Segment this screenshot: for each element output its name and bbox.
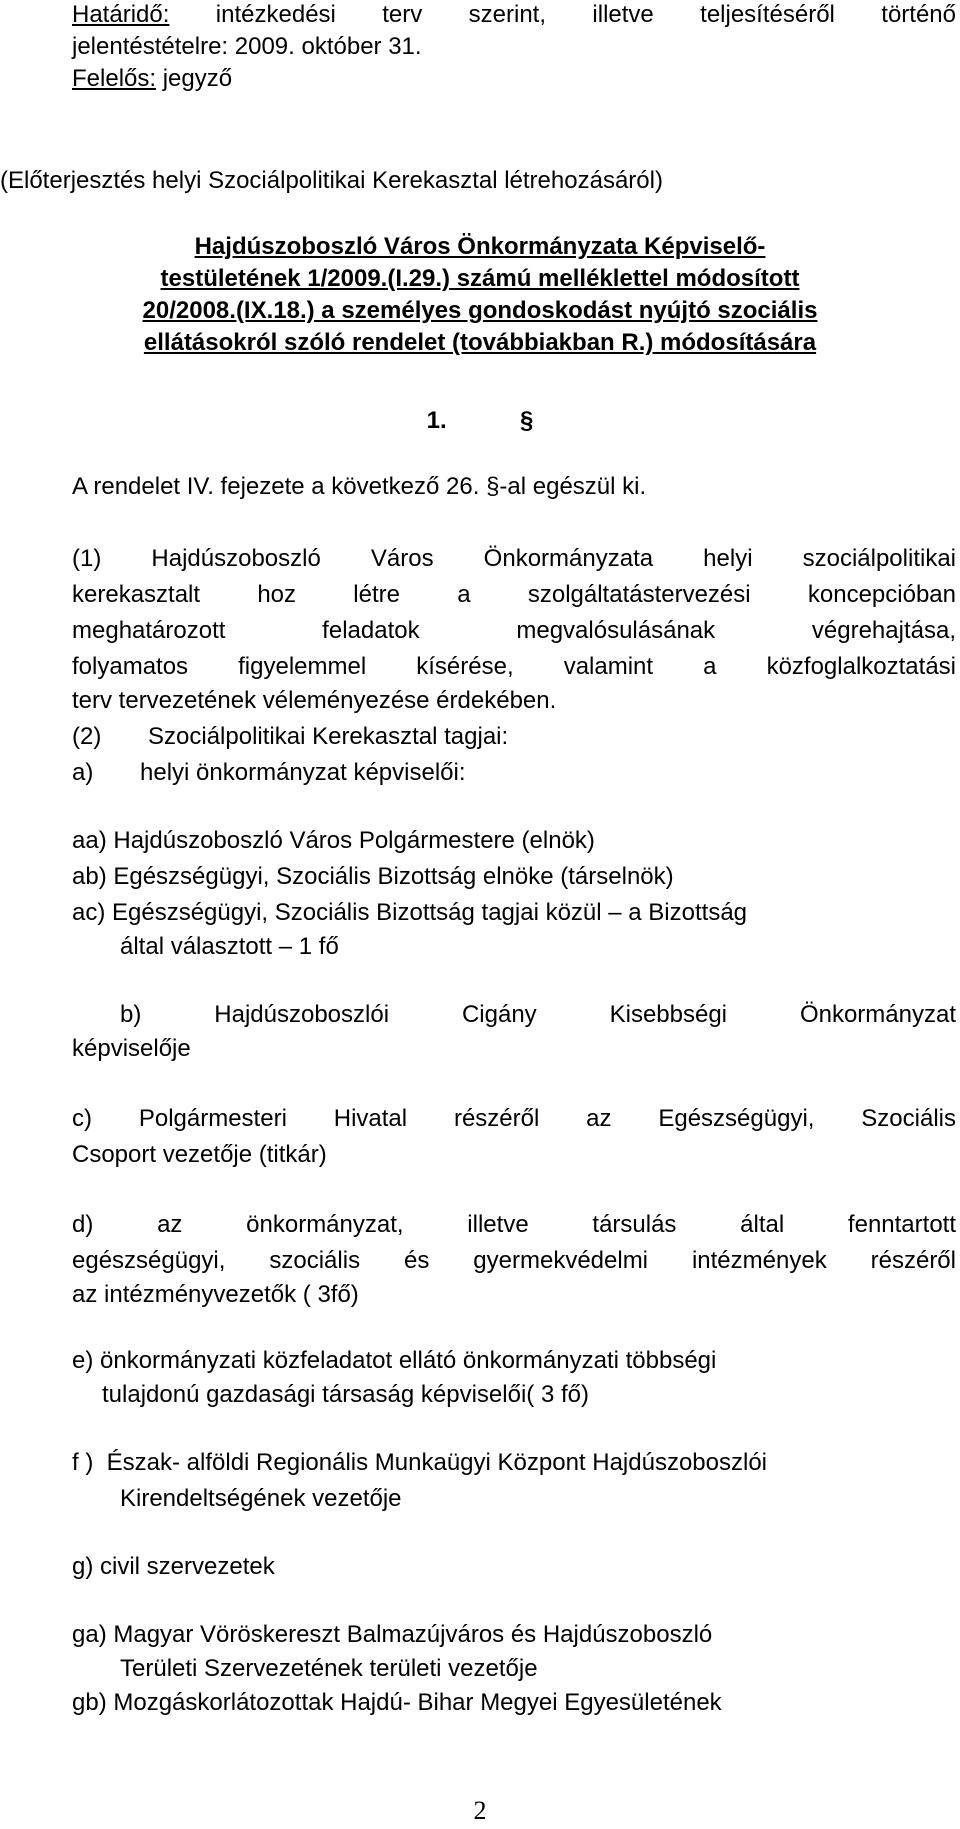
proposal-heading: (Előterjesztés helyi Szociálpolitikai Kerekasztal létrehozásáról) xyxy=(0,167,663,194)
section-intro xyxy=(72,472,956,502)
member-gb: gb) Mozgáskorlátozottak Hajdú- Bihar Megyei Egyesületének xyxy=(72,1689,722,1716)
member-aa: aa) Hajdúszoboszló Város Polgármestere (elnök) xyxy=(72,827,595,854)
member-c-line-1: c) Polgármesteri Hivatal részéről az Egészségügyi, Szociális xyxy=(72,1105,956,1132)
title-line-3: 20/2008.(IX.18.) a személyes gondoskodást nyújtó szociális xyxy=(142,297,818,324)
para2-line-1: (2) Szociálpolitikai Kerekasztal tagjai: xyxy=(72,723,509,750)
title-line-4: ellátásokról szóló rendelet (továbbiakban R.) módosítására xyxy=(143,329,817,356)
section-intro-text-end: -al egészül ki. xyxy=(499,473,647,500)
member-ac-line-1: ac) Egészségügyi, Szociális Bizottság tagjai közül – a Bizottság xyxy=(72,899,748,926)
member-g: g) civil szervezetek xyxy=(72,1553,275,1580)
member-ga-line-1: ga) Magyar Vöröskereszt Balmazújváros és Hajdúszoboszló xyxy=(72,1621,713,1648)
para1-line-2: kerekasztalt hoz létre a szolgáltatástervezési koncepcióban xyxy=(72,581,956,608)
member-d-line-2: egészségügyi, szociális és gyermekvédelmi intézmények részéről xyxy=(72,1247,956,1274)
member-e-line-1: e) önkormányzati közfeladatot ellátó önkormányzati többségi xyxy=(72,1347,717,1374)
member-b-line-1: b) Hajdúszoboszlói Cigány Kisebbségi Önkormányzat xyxy=(120,1001,956,1028)
member-c-line-2: Csoport vezetője (titkár) xyxy=(72,1141,327,1168)
member-f-line-2: Kirendeltségének vezetője xyxy=(120,1485,402,1512)
deadline-line-2: jelentéstételre: 2009. október 31. xyxy=(72,33,422,60)
member-ac-line-2: által választott – 1 fő xyxy=(120,933,339,960)
responsible-text: jegyző xyxy=(162,65,233,92)
para2-line-2: a) helyi önkormányzat képviselői: xyxy=(72,759,466,786)
member-e-line-2: tulajdonú gazdasági társaság képviselői( 3 fő) xyxy=(102,1381,589,1408)
para1-line-1: (1) Hajdúszoboszló Város Önkormányzata helyi szociálpolitikai xyxy=(72,545,956,572)
member-f-line-1: f ) Észak- alföldi Regionális Munkaügyi Központ Hajdúszoboszlói xyxy=(72,1449,768,1476)
member-ab: ab) Egészségügyi, Szociális Bizottság elnöke (társelnök) xyxy=(72,863,674,890)
section-intro-text: A rendelet IV. fejezete a következő 26. xyxy=(72,473,480,500)
deadline-line xyxy=(72,0,956,30)
section-sign: § xyxy=(520,407,534,434)
member-b-line-2: képviselője xyxy=(72,1035,191,1062)
member-ga-line-2: Területi Szervezetének területi vezetője xyxy=(120,1655,538,1682)
member-d-line-3: az intézményvezetők ( 3fő) xyxy=(72,1281,359,1308)
para1-line-5: terv tervezetének véleményezése érdekében. xyxy=(72,687,557,714)
deadline-label: Határidő: xyxy=(72,1,170,28)
title-line-1: Hajdúszoboszló Város Önkormányzata Képviselő- xyxy=(194,233,766,260)
responsible-label: Felelős: xyxy=(72,65,157,92)
section-number: 1. xyxy=(426,407,447,434)
responsible-line xyxy=(72,64,956,94)
deadline-text: intézkedési terv szerint, illetve teljesítéséről történő xyxy=(215,1,956,28)
para1-line-3: meghatározott feladatok megvalósulásának végrehajtása, xyxy=(72,617,956,644)
page-number: 2 xyxy=(473,1796,487,1825)
title-line-2: testületének 1/2009.(I.29.) számú melléklettel módosított xyxy=(160,265,800,292)
section-heading xyxy=(0,406,960,436)
section-intro-sign: § xyxy=(486,473,500,500)
member-d-line-1: d) az önkormányzat, illetve társulás által fenntartott xyxy=(72,1211,956,1238)
para1-line-4: folyamatos figyelemmel kísérése, valamint a közfoglalkoztatási xyxy=(72,653,956,680)
